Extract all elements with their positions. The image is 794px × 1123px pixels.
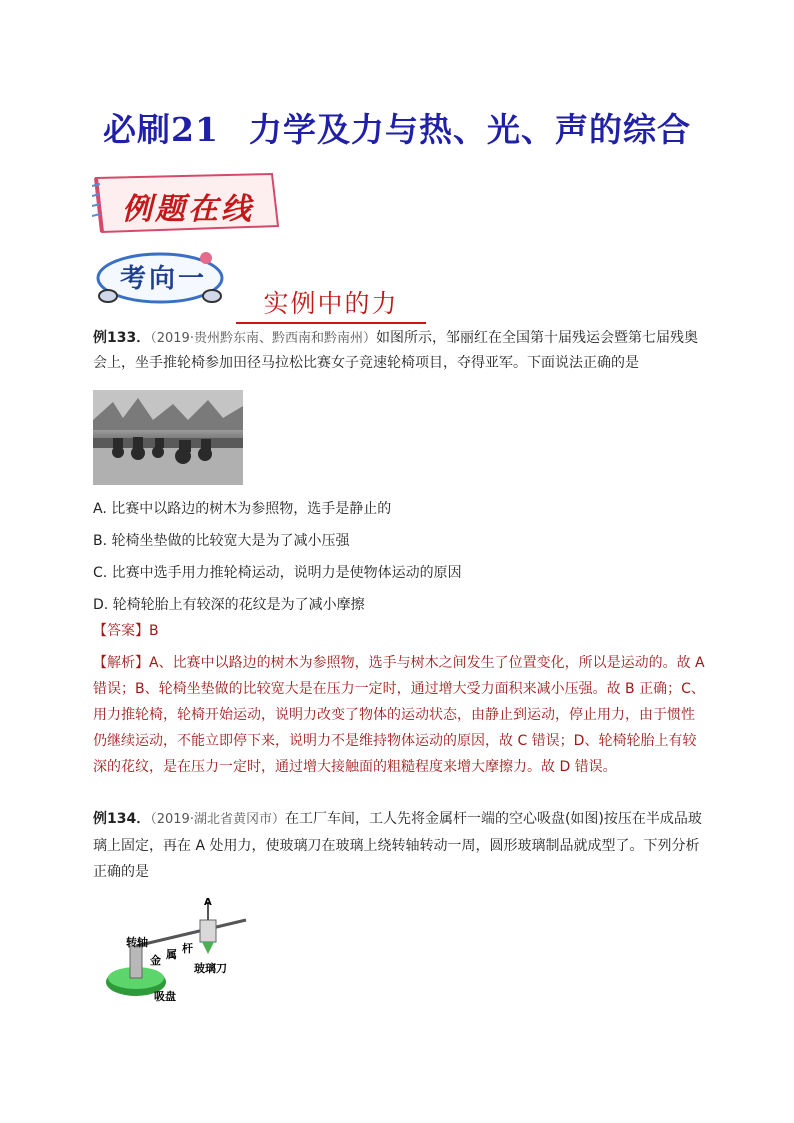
title-sub: 力学及力与热、光、声的综合 [248, 110, 691, 149]
option-c: C. 比赛中选手用力推轮椅运动，说明力是使物体运动的原因 [93, 565, 462, 581]
analysis-line: 深的花纹，是在压力一定时，通过增大接触面的粗糙程度来增大摩擦力。故 D 错误。 [93, 759, 617, 775]
analysis-line: 用力推轮椅，轮椅开始运动，说明力改变了物体的运动状态，由静止到运动，停止用力，由于惯性 [93, 707, 695, 723]
stem-line: 如图所示，邹丽红在全国第十届残运会暨第七届残奥 [375, 330, 698, 346]
analysis-line: 仍继续运动，不能立即停下来，说明力不是维持物体运动的原因，故 C 错误；D、轮椅轮胎上有较 [93, 733, 697, 749]
page-title [0, 104, 794, 151]
banner-label: 例题在线 [122, 192, 254, 227]
example-133-stem [93, 326, 709, 376]
glass-cutter-figure [96, 896, 256, 1008]
analysis-line: 错误；B、轮椅坐垫做的比较宽大是在压力一定时，通过增大受力面积来减小压强。故 B 正确；C、 [93, 681, 705, 697]
example-number: 例134． [93, 811, 151, 827]
answer-label: 【答案】 [93, 623, 149, 639]
tag-label: 考向一 [120, 264, 208, 294]
option-a: A. 比赛中以路边的树木为参照物，选手是静止的 [93, 501, 392, 517]
title-main: 必刷21 [103, 110, 219, 149]
label-cutter: 玻璃刀 [194, 962, 227, 975]
stem-line: 会上，坐手推轮椅参加田径马拉松比赛女子竞速轮椅项目，夺得亚军。下面说法正确的是 [93, 355, 639, 371]
label-rod-1: 金 [150, 954, 161, 967]
example-source: （2019·湖北省黄冈市） [150, 812, 285, 827]
option-d: D. 轮椅轮胎上有较深的花纹是为了减小摩擦 [93, 597, 365, 613]
analysis-label: 【解析】 [93, 655, 149, 671]
stem-line: 在工厂车间，工人先将金属杆一端的空心吸盘(如图)按压在半成品玻 [284, 811, 702, 827]
label-rod-2: 属 [166, 948, 177, 961]
label-rod-3: 杆 [182, 942, 193, 955]
stem-line: 正确的是 [93, 864, 149, 880]
wheelchair-race-photo [93, 390, 243, 485]
analysis-line: A、比赛中以路边的树木为参照物，选手与树木之间发生了位置变化，所以是运动的。故 A [149, 655, 705, 671]
answer [93, 619, 709, 644]
example-number: 例133． [93, 330, 151, 346]
label-sucker: 吸盘 [154, 990, 176, 1003]
option-b: B. 轮椅坐垫做的比较宽大是为了减小压强 [93, 533, 350, 549]
section-title: 实例中的力 [236, 284, 426, 324]
label-axis: 转轴 [126, 936, 148, 949]
example-source: （2019·贵州黔东南、黔西南和黔南州） [150, 331, 376, 346]
example-133-options [93, 493, 709, 621]
example-134-stem [93, 806, 709, 885]
answer-value: B [149, 623, 159, 639]
analysis [93, 650, 709, 780]
stem-line: 璃上固定，再在 A 处用力，使玻璃刀在玻璃上绕转轴转动一周，圆形玻璃制品就成型了。下列分析 [93, 838, 700, 854]
label-a: A [204, 897, 212, 908]
